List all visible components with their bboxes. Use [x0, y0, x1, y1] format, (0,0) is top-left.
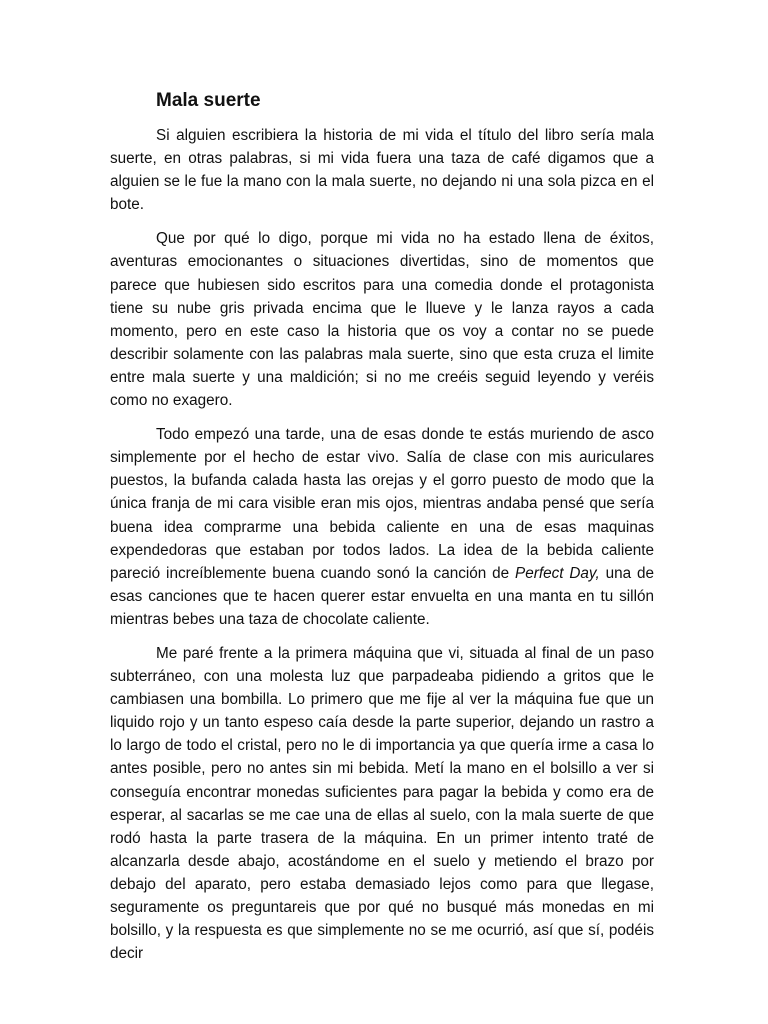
paragraph-3 — [110, 423, 654, 631]
song-title: Perfect Day, — [515, 564, 600, 582]
paragraph-4: Me paré frente a la primera máquina que vi, situada al final de un paso subterráneo, con una molesta luz que parpadeaba pidiendo a gritos que le cambiasen una bombilla. Lo primero que me fije al ver la máquina fue que un liquido rojo y un tanto espeso caía desde la parte superior, dejando un rastro a lo largo de todo el cristal, pero no le di importancia ya que quería irme a casa lo antes posible, pero no antes sin mi bebida. Metí la mano en el bolsillo a ver si conseguía encontrar monedas suficientes para pagar la bebida y como era de esperar, al sacarlas se me cae una de ellas al suelo, con la mala suerte de que rodó hasta la parte trasera de la máquina. En un primer intento traté de alcanzarla desde abajo, acostándome en el suelo y metiendo el brazo por debajo del aparato, pero estaba demasiado lejos como para que llegase, seguramente os preguntareis que por qué no busqué más monedas en mi bolsillo, y la respuesta es que simplemente no se me ocurrió, así que sí, podéis decir — [110, 644, 654, 963]
paragraph-3-text-after: una de esas canciones que te hacen querer estar envuelta en una manta en tu sillón mientras bebes una taza de chocolate caliente. — [110, 564, 654, 628]
document-title: Mala suerte — [156, 90, 261, 111]
document-body — [110, 88, 654, 976]
paragraph-1: Si alguien escribiera la historia de mi vida el título del libro sería mala suerte, en otras palabras, si mi vida fuera una taza de café digamos que a alguien se le fue la mano con la mala suerte, no dejando ni una sola pizca en el bote. — [110, 127, 654, 214]
paragraph-2: Que por qué lo digo, porque mi vida no ha estado llena de éxitos, aventuras emocionantes o situaciones divertidas, sino de momentos que parece que hubiesen sido escritos para una comedia donde el protagonista tiene su nube gris privada encima que le llueve y le lanza rayos a cada momento, pero en este caso la historia que os voy a contar no se puede describir solamente con las palabras mala suerte, sino que esta cruza el limite entre mala suerte y una maldición; si no me creéis seguid leyendo y veréis como no exagero. — [110, 230, 654, 410]
paragraph-3-text-before: Todo empezó una tarde, una de esas donde te estás muriendo de asco simplemente por el hecho de estar vivo. Salía de clase con mis auriculares puestos, la bufanda calada hasta las orejas y el gorro puesto de modo que la única franja de mi cara visible eran mis ojos, mientras andaba pensé que sería buena idea comprarme una bebida caliente en una de esas maquinas expendedoras que estaban por todos lados. La idea de la bebida caliente pareció increíblemente buena cuando sonó la canción de — [110, 426, 654, 582]
